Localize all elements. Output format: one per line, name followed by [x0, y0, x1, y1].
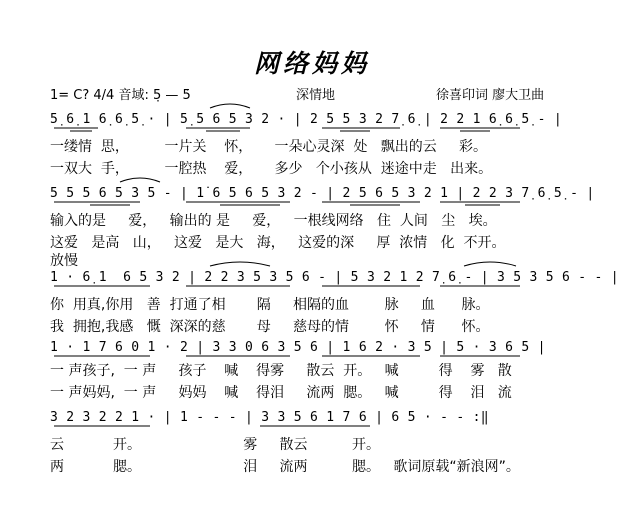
lyric-line-4b: 一 声妈妈, 一 声 妈妈 喊 得泪 流两 腮。 喊 得 泪 流 [50, 385, 512, 401]
lyric-line-4a: 一 声孩子, 一 声 孩子 喊 得雾 散云 开。 喊 得 雾 散 [50, 363, 512, 379]
lyric-line-2b: 这爱 是高 山， 这爱 是大 海， 这爱的深 厚 浓情 化 不开。 [50, 235, 506, 251]
key-and-range: 1= C? 4/4 音域: 5̣ — 5̇ [50, 88, 191, 103]
notation-line-5: 3 2 3 2 2 1 · | 1 - - - | 3 3 5 6 1 7 6 | 6 5 · - - :‖ [50, 410, 489, 425]
notation-line-1: 5̣ 6̣ 1 6̣ 6̣ 5̣ · | 5̣ 5 6 5 3 2 · | 2 5 5 3 2 7̣ 6̣ | 2 2 1 6̣ 6̣ 5̣ - | [50, 112, 562, 127]
composer-credit: 徐喜印词 廖大卫曲 [436, 88, 545, 103]
lyric-line-1a: 一缕情 思， 一片关 怀， 一朵心灵深 处 飘出的云 彩。 [50, 139, 488, 155]
notation-line-4: 1 · 1 7 6 0 1 · 2 | 3 3 0 6 3 5 6 | 1 6 2 · 3 5 | 5 · 3 6 5 | [50, 340, 546, 355]
lyric-line-3a: 你 用真,你用 善 打通了相 隔 相隔的血 脉 血 脉。 [50, 297, 490, 313]
lyric-line-1b: 一双大 手， 一腔热 爱， 多少 个小孩从 迷途中走 出来。 [50, 161, 493, 177]
expression-marking: 深情地 [296, 88, 336, 103]
lyric-line-5b: 两 腮。 泪 流两 腮。 歌词原载“新浪网”。 [50, 459, 520, 475]
lyric-line-2a: 输入的是 爱， 输出的 是 爱， 一根线网络 住 人间 尘 埃。 [50, 213, 497, 229]
song-title: 网络妈妈 [253, 49, 370, 78]
notation-line-2: 5 5 5 6 5 3 5 - | 1̇ 6 5 6 5 3 2 - | 2 5 6 5 3 2 1 | 2 2 3 7̣ 6̣ 5̣ - | [50, 186, 595, 201]
tempo-marking: 放慢 [50, 253, 78, 269]
lyric-line-5a: 云 开。 雾 散云 开。 [50, 437, 381, 453]
notation-line-3: 1 · 6̣ 1 6 5 3 2 | 2 2 3 5 3 5 6 - | 5 3 2 1 2 7̣ 6̣ - | 3 5 3 5 6 - - | [50, 270, 619, 285]
lyric-line-3b: 我 拥抱,我感 慨 深深的慈 母 慈母的情 怀 情 怀。 [50, 319, 490, 335]
